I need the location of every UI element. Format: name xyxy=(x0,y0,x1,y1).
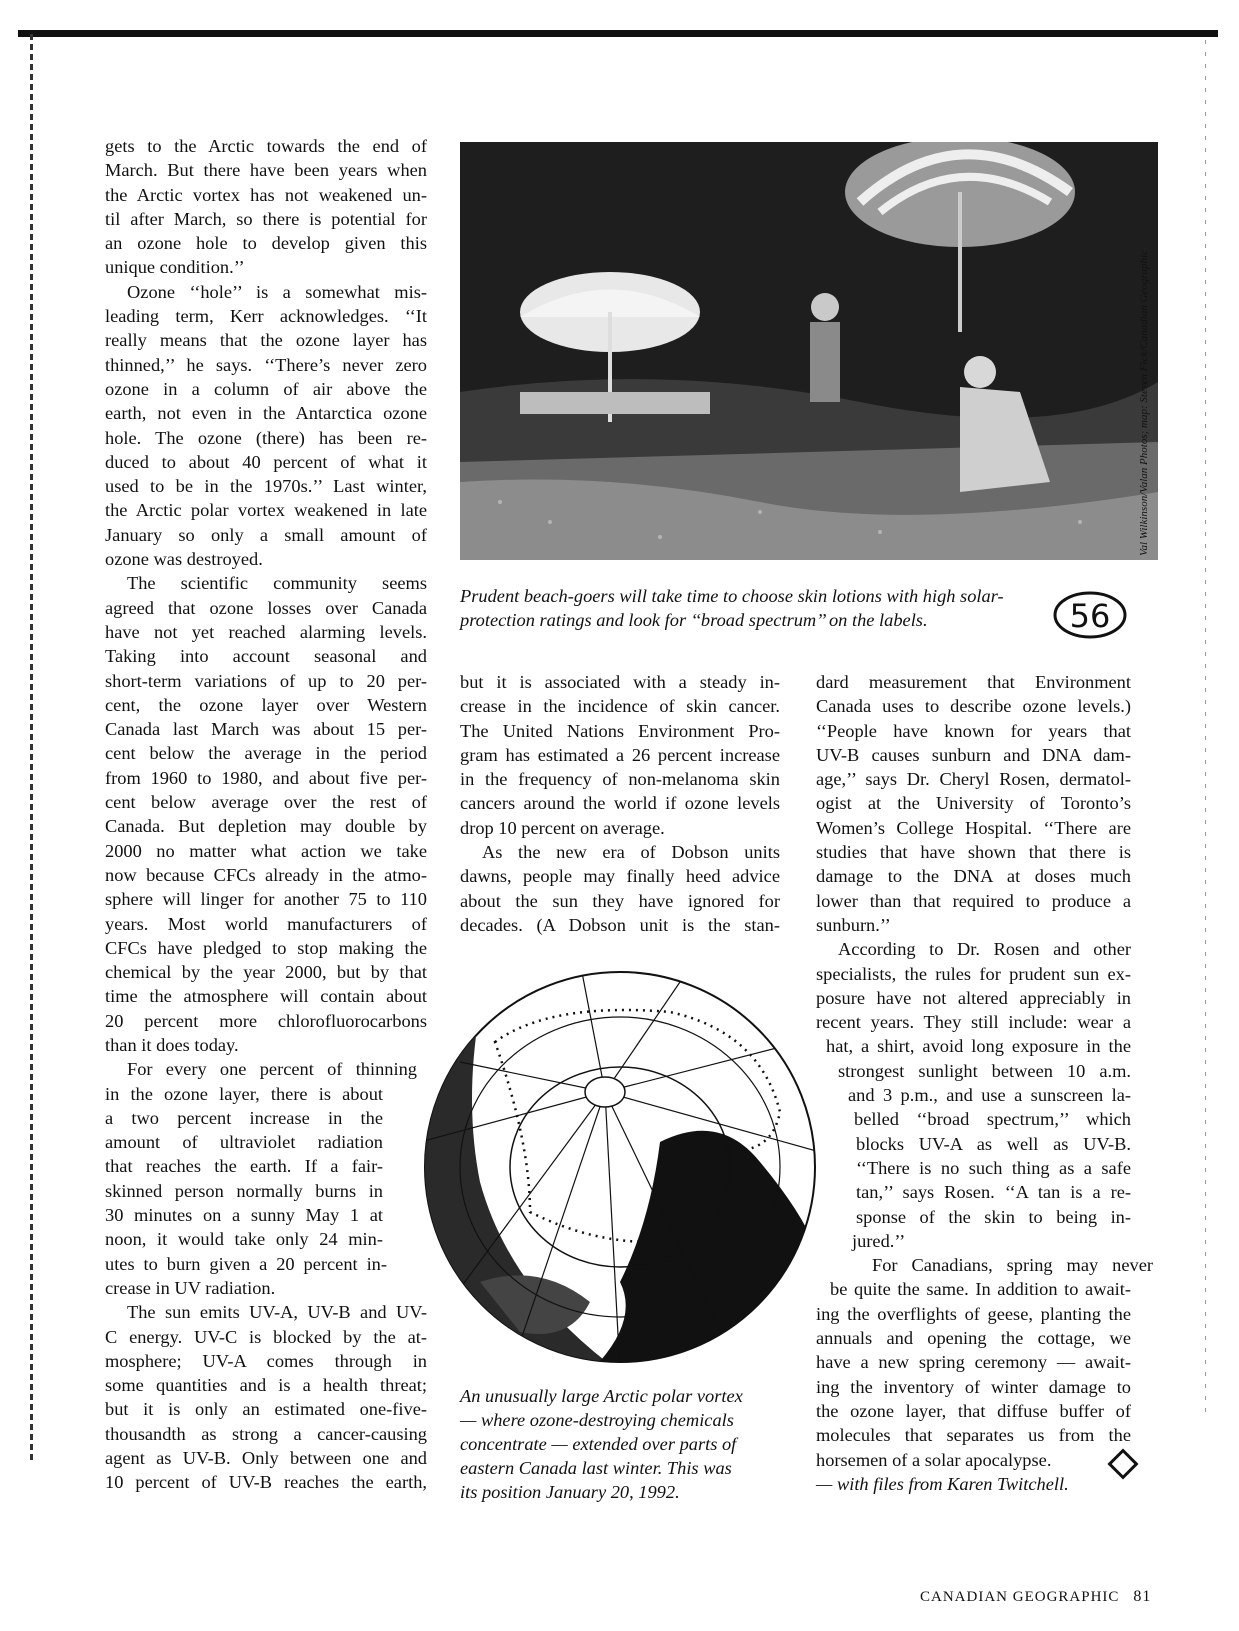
text-line: ozone was destroyed. xyxy=(105,549,263,570)
map-caption-line: — where ozone-destroying chemicals xyxy=(460,1410,734,1430)
text-line: — with files from Karen Twitchell. xyxy=(816,1473,1069,1494)
text-line: earth, not even in the Antarctica ozone xyxy=(105,403,427,424)
text-line: Canada. But depletion may double by xyxy=(105,816,427,837)
text-line: sphere will linger for another 75 to 110 xyxy=(105,889,427,910)
text-line: thousandth as strong a cancer-causing xyxy=(105,1423,427,1444)
article-column-right xyxy=(816,670,1153,1496)
text-line: in the frequency of non-melanoma skin xyxy=(460,769,780,790)
text-line: unique condition.’’ xyxy=(105,257,245,278)
text-line: blocks UV-A as well as UV-B. xyxy=(856,1133,1131,1154)
text-line: than it does today. xyxy=(105,1034,239,1055)
text-line: jured.’’ xyxy=(852,1230,906,1251)
text-line: Canada last March was about 15 per- xyxy=(105,719,427,740)
page-number: 81 xyxy=(1133,1588,1152,1605)
map-caption-line: concentrate — extended over parts of xyxy=(460,1434,737,1454)
text-line: drop 10 percent on average. xyxy=(460,817,665,838)
text-line: ‘‘People have known for years that xyxy=(816,720,1131,741)
text-line: UV-B causes sunburn and DNA dam- xyxy=(816,744,1131,765)
text-line: in the ozone layer, there is about xyxy=(105,1083,383,1104)
text-line: leading term, Kerr acknowledges. ‘‘It xyxy=(105,306,427,327)
text-line: about the sun they have ignored for xyxy=(460,890,780,911)
text-line: tan,’’ says Rosen. ‘‘A tan is a re- xyxy=(856,1182,1131,1203)
text-line: annuals and opening the cottage, we xyxy=(816,1328,1131,1349)
text-line: Canada uses to describe ozone levels.) xyxy=(816,696,1131,717)
text-line: used to be in the 1970s.’’ Last winter, xyxy=(105,476,427,497)
text-line: ing the inventory of winter damage to xyxy=(816,1376,1131,1397)
text-line: Taking into account seasonal and xyxy=(105,646,427,667)
text-line: CFCs have pledged to stop making the xyxy=(105,937,427,958)
page-mark-text: 56 xyxy=(1069,597,1111,635)
text-line: cent below the average in the period xyxy=(105,743,427,764)
text-line: mosphere; UV-A comes through in xyxy=(105,1350,427,1371)
text-line: As the new era of Dobson units xyxy=(482,842,780,863)
article-column-middle xyxy=(460,670,780,937)
text-line: be quite the same. In addition to await- xyxy=(830,1279,1131,1300)
text-line: noon, it would take only 24 min- xyxy=(105,1229,383,1250)
text-line: chemical by the year 2000, but by that xyxy=(105,962,427,983)
text-line: C energy. UV-C is blocked by the at- xyxy=(105,1326,427,1347)
text-line: recent years. They still include: wear a xyxy=(816,1012,1131,1033)
text-line: dard measurement that Environment xyxy=(816,672,1131,692)
text-line: The United Nations Environment Pro- xyxy=(460,720,780,741)
text-line: thinned,’’ he says. ‘‘There’s never zero xyxy=(105,354,427,375)
text-line: age,’’ says Dr. Cheryl Rosen, dermatol- xyxy=(816,769,1131,790)
text-line: ing the overflights of geese, planting the xyxy=(816,1303,1131,1324)
scan-edge-left xyxy=(30,34,33,1464)
text-line: decades. (A Dobson unit is the stan- xyxy=(460,914,780,935)
photo-caption-line: Prudent beach-goers will take time to choose skin lotions with high solar- xyxy=(460,586,1004,606)
text-line: According to Dr. Rosen and other xyxy=(838,939,1131,960)
photo-caption xyxy=(460,584,1020,632)
text-line: a two percent increase in the xyxy=(105,1107,383,1128)
text-line: cancers around the world if ozone levels xyxy=(460,793,780,814)
text-line: really means that the ozone layer has xyxy=(105,330,427,351)
beach-photo xyxy=(460,142,1158,560)
text-line: 2000 no matter what action we take xyxy=(105,840,427,861)
text-line: have a new spring ceremony — await- xyxy=(816,1352,1131,1373)
text-line: the Arctic polar vortex weakened in late xyxy=(105,500,427,521)
scan-edge-right xyxy=(1205,40,1206,1420)
text-line: hat, a shirt, avoid long exposure in the xyxy=(826,1036,1131,1057)
text-line: gets to the Arctic towards the end of xyxy=(105,136,427,156)
text-line: For every one percent of thinning xyxy=(127,1059,417,1080)
text-line: some quantities and is a health threat; xyxy=(105,1375,427,1396)
text-line: dawns, people may finally heed advice xyxy=(460,866,780,887)
text-line: March. But there have been years when xyxy=(105,160,427,181)
text-line: cent below average over the rest of xyxy=(105,792,427,813)
text-line: studies that have shown that there is xyxy=(816,842,1131,863)
text-line: lower than that required to produce a xyxy=(816,890,1131,911)
text-line: but it is only an estimated one-five- xyxy=(105,1399,427,1420)
text-line: time the atmosphere will contain about xyxy=(105,986,427,1007)
text-line: 10 percent of UV-B reaches the earth, xyxy=(105,1472,427,1493)
text-line: The sun emits UV-A, UV-B and UV- xyxy=(127,1302,427,1323)
text-line: an ozone hole to develop given this xyxy=(105,233,427,254)
text-line: belled ‘‘broad spectrum,’’ which xyxy=(854,1109,1131,1130)
text-line: posure have not altered appreciably in xyxy=(816,987,1131,1008)
text-line: molecules that separates us from the xyxy=(816,1425,1131,1446)
text-line: duced to about 40 percent of what it xyxy=(105,451,427,472)
text-line: the ozone layer, that diffuse buffer of xyxy=(816,1400,1131,1421)
handwritten-page-mark xyxy=(1052,590,1128,640)
text-line: 20 percent more chlorofluorocarbons xyxy=(105,1010,427,1031)
publication-name: CANADIAN GEOGRAPHIC xyxy=(920,1589,1120,1605)
text-line: sponse of the skin to being in- xyxy=(856,1206,1131,1227)
text-line: specialists, the rules for prudent sun ex- xyxy=(816,963,1131,984)
text-line: strongest sunlight between 10 a.m. xyxy=(838,1060,1131,1081)
text-line: damage to the DNA at doses much xyxy=(816,866,1131,887)
text-line: January so only a small amount of xyxy=(105,524,427,545)
text-line: horsemen of a solar apocalypse. xyxy=(816,1449,1052,1470)
text-line: crease in UV radiation. xyxy=(105,1277,276,1298)
arctic-vortex-map xyxy=(420,962,820,1372)
top-rule xyxy=(18,30,1218,37)
map-caption-line: eastern Canada last winter. This was xyxy=(460,1458,732,1478)
text-line: 30 minutes on a sunny May 1 at xyxy=(105,1205,383,1226)
page-footer xyxy=(920,1588,1151,1606)
text-line: gram has estimated a 26 percent increase xyxy=(460,744,780,765)
text-line: short-term variations of up to 20 per- xyxy=(105,670,427,691)
article-column-left xyxy=(105,134,427,1495)
map-caption xyxy=(460,1384,790,1504)
photo-credit: Val Wilkinson/Valan Photos; map: Steven Fick/Canadian Geographic xyxy=(1138,249,1150,556)
photo-caption-line: protection ratings and look for ‘‘broad spectrum’’ on the labels. xyxy=(460,610,928,630)
text-line: ozone in a column of air above the xyxy=(105,378,427,399)
text-line: have not yet reached alarming levels. xyxy=(105,621,427,642)
text-line: sunburn.’’ xyxy=(816,914,891,935)
text-line: now because CFCs already in the atmo- xyxy=(105,864,427,885)
text-line: ogist at the University of Toronto’s xyxy=(816,793,1131,814)
text-line: Ozone ‘‘hole’’ is a somewhat mis- xyxy=(127,281,427,302)
text-line: utes to burn given a 20 percent in- xyxy=(105,1253,387,1274)
text-line: from 1960 to 1980, and about five per- xyxy=(105,767,427,788)
text-line: agent as UV-B. Only between one and xyxy=(105,1448,427,1469)
beach-scene-illustration xyxy=(460,142,1158,560)
text-line: and 3 p.m., and use a sunscreen la- xyxy=(848,1085,1131,1106)
text-line: Women’s College Hospital. ‘‘There are xyxy=(816,817,1131,838)
text-line: that reaches the earth. If a fair- xyxy=(105,1156,383,1177)
text-line: but it is associated with a steady in- xyxy=(460,672,780,692)
text-line: crease in the incidence of skin cancer. xyxy=(460,696,780,717)
text-line: years. Most world manufacturers of xyxy=(105,913,427,934)
text-line: The scientific community seems xyxy=(127,573,427,594)
text-line: agreed that ozone losses over Canada xyxy=(105,597,427,618)
text-line: hole. The ozone (there) has been re- xyxy=(105,427,427,448)
text-line: cent, the ozone layer over Western xyxy=(105,694,427,715)
map-caption-line: its position January 20, 1992. xyxy=(460,1482,680,1502)
map-caption-line: An unusually large Arctic polar vortex xyxy=(460,1386,743,1406)
text-line: ‘‘There is no such thing as a safe xyxy=(856,1157,1131,1178)
text-line: the Arctic vortex has not weakened un- xyxy=(105,184,427,205)
text-line: amount of ultraviolet radiation xyxy=(105,1132,383,1153)
text-line: For Canadians, spring may never xyxy=(872,1255,1153,1276)
text-line: til after March, so there is potential for xyxy=(105,208,427,229)
text-line: skinned person normally burns in xyxy=(105,1180,383,1201)
